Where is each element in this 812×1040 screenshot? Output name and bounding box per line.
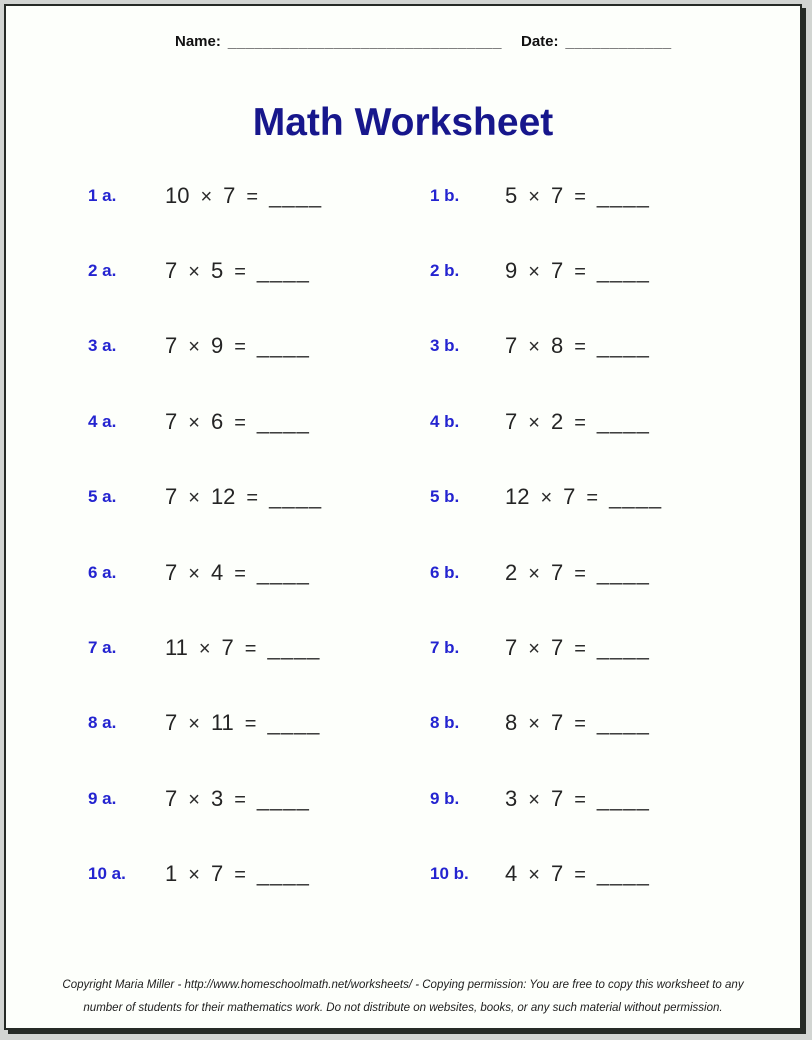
problem-number-label-b: 1 b. — [430, 185, 460, 205]
answer-blank: ____ — [256, 258, 310, 284]
equals-sign: = — [574, 713, 586, 736]
answer-blank: ____ — [267, 710, 321, 736]
problem-b — [505, 786, 650, 812]
equals-sign: = — [234, 562, 246, 585]
times-sign: × — [200, 185, 213, 208]
times-sign: × — [188, 487, 200, 510]
answer-blank: ____ — [596, 258, 650, 284]
problem-b — [505, 560, 650, 586]
problem-b — [505, 333, 650, 359]
times-sign: × — [188, 788, 200, 811]
problem-a — [165, 635, 320, 661]
problem-number-label-a: 6 a. — [88, 562, 117, 582]
problem-b — [505, 258, 650, 284]
copyright-line-1: Copyright Maria Miller - http://www.homeschoolmath.net/worksheets/ - Copying permission: You are free to copy this worksheet to any — [62, 979, 744, 992]
answer-blank: ____ — [269, 484, 323, 510]
equals-sign: = — [574, 788, 586, 811]
problem-number-label-a: 8 a. — [88, 713, 117, 733]
answer-blank: ____ — [256, 333, 310, 359]
problem-a — [165, 409, 310, 435]
equals-sign: = — [246, 185, 259, 208]
problem-number-label-a: 10 a. — [88, 864, 126, 884]
answer-blank: ____ — [256, 785, 310, 811]
problem-a — [165, 861, 310, 887]
multiplicand: 7 — [505, 635, 518, 661]
problem-number-label-a: 4 a. — [88, 411, 117, 431]
answer-blank: ____ — [596, 861, 650, 887]
equals-sign: = — [246, 487, 259, 510]
problem-row — [6, 233, 800, 308]
date-blank-line: ____________ — [565, 33, 672, 50]
multiplicand: 7 — [165, 408, 178, 434]
multiplicand: 9 — [505, 258, 518, 284]
problem-row — [6, 761, 800, 836]
problem-b — [505, 484, 662, 510]
multiplicand: 1 — [165, 861, 178, 887]
multiplicand: 10 — [165, 182, 190, 208]
equals-sign: = — [574, 562, 586, 585]
page-title: Math Worksheet — [252, 101, 554, 144]
multiplier: 7 — [210, 861, 224, 887]
copyright-line-2: number of students for their mathematics work. Do not distribute on websites, books, or any such material without permission. — [83, 1001, 723, 1014]
multiplicand: 7 — [165, 710, 178, 736]
equals-sign: = — [574, 638, 586, 661]
problem-row — [6, 837, 800, 912]
times-sign: × — [528, 713, 540, 736]
multiplier: 7 — [550, 559, 564, 585]
times-sign: × — [188, 261, 200, 284]
equals-sign: = — [234, 788, 246, 811]
problem-number-label-b: 3 b. — [430, 336, 460, 356]
multiplier: 7 — [550, 635, 564, 661]
problem-number-label-b: 6 b. — [430, 562, 460, 582]
problem-number-label-b: 7 b. — [430, 638, 460, 658]
multiplicand: 4 — [505, 861, 518, 887]
problem-number-label-a: 9 a. — [88, 788, 117, 808]
problem-a — [165, 183, 322, 209]
equals-sign: = — [574, 185, 586, 208]
answer-blank: ____ — [596, 710, 650, 736]
equals-sign: = — [574, 261, 586, 284]
multiplier: 8 — [550, 333, 564, 359]
equals-sign: = — [574, 864, 586, 887]
answer-blank: ____ — [596, 635, 650, 661]
multiplicand: 2 — [505, 559, 518, 585]
multiplier: 6 — [210, 408, 224, 434]
problem-row — [6, 535, 800, 610]
answer-blank: ____ — [609, 484, 663, 510]
times-sign: × — [188, 411, 200, 434]
answer-blank: ____ — [269, 182, 323, 208]
equals-sign: = — [234, 261, 246, 284]
times-sign: × — [528, 411, 540, 434]
times-sign: × — [528, 336, 540, 359]
multiplicand: 7 — [165, 258, 178, 284]
problem-a — [165, 484, 322, 510]
times-sign: × — [528, 864, 540, 887]
multiplier: 7 — [563, 484, 576, 510]
problem-number-label-b: 2 b. — [430, 261, 460, 281]
equals-sign: = — [234, 864, 246, 887]
equals-sign: = — [234, 411, 246, 434]
multiplier: 7 — [550, 258, 564, 284]
multiplier: 7 — [223, 182, 236, 208]
problem-b — [505, 409, 650, 435]
multiplier: 4 — [210, 559, 224, 585]
problem-a — [165, 258, 310, 284]
times-sign: × — [188, 713, 200, 736]
multiplicand: 11 — [165, 635, 188, 661]
problem-b — [505, 183, 650, 209]
times-sign: × — [528, 788, 540, 811]
answer-blank: ____ — [256, 861, 310, 887]
multiplicand: 7 — [505, 333, 518, 359]
multiplicand: 5 — [505, 182, 518, 208]
problem-a — [165, 333, 310, 359]
times-sign: × — [188, 864, 200, 887]
equals-sign: = — [234, 336, 246, 359]
answer-blank: ____ — [596, 559, 650, 585]
times-sign: × — [528, 261, 540, 284]
name-blank-line: _______________________________ — [227, 33, 502, 50]
equals-sign: = — [574, 336, 586, 359]
equals-sign: = — [586, 487, 599, 510]
multiplier: 7 — [550, 785, 564, 811]
date-label: Date: — [520, 33, 559, 50]
problem-a — [165, 560, 310, 586]
problem-number-label-a: 3 a. — [88, 336, 117, 356]
multiplier: 2 — [550, 408, 564, 434]
answer-blank: ____ — [596, 785, 650, 811]
multiplicand: 7 — [165, 484, 178, 510]
multiplier: 3 — [210, 785, 224, 811]
multiplicand: 7 — [165, 559, 178, 585]
times-sign: × — [198, 638, 211, 661]
problem-number-label-b: 8 b. — [430, 713, 460, 733]
problem-number-label-b: 9 b. — [430, 788, 460, 808]
problem-row — [6, 158, 800, 233]
multiplier: 7 — [550, 182, 564, 208]
multiplier: 7 — [221, 635, 234, 661]
multiplier: 11 — [210, 710, 234, 736]
times-sign: × — [188, 562, 200, 585]
problem-row — [6, 384, 800, 459]
problem-number-label-b: 10 b. — [430, 864, 469, 884]
times-sign: × — [528, 638, 540, 661]
multiplier: 9 — [210, 333, 224, 359]
equals-sign: = — [244, 638, 257, 661]
multiplicand: 3 — [505, 785, 518, 811]
problem-number-label-a: 7 a. — [88, 638, 117, 658]
times-sign: × — [528, 185, 540, 208]
multiplier: 5 — [210, 258, 224, 284]
answer-blank: ____ — [267, 635, 321, 661]
multiplicand: 8 — [505, 710, 518, 736]
problem-number-label-a: 1 a. — [88, 185, 117, 205]
problem-b — [505, 710, 650, 736]
problem-b — [505, 635, 650, 661]
copyright-footer — [6, 974, 800, 1019]
equals-sign: = — [244, 713, 257, 736]
problem-row — [6, 686, 800, 761]
answer-blank: ____ — [596, 333, 650, 359]
times-sign: × — [540, 487, 553, 510]
multiplicand: 7 — [505, 408, 518, 434]
answer-blank: ____ — [256, 408, 310, 434]
multiplier: 7 — [550, 710, 564, 736]
problem-number-label-a: 2 a. — [88, 261, 117, 281]
problem-b — [505, 861, 650, 887]
problem-row — [6, 309, 800, 384]
times-sign: × — [528, 562, 540, 585]
problem-row — [6, 610, 800, 685]
problem-row — [6, 460, 800, 535]
times-sign: × — [188, 336, 200, 359]
answer-blank: ____ — [596, 182, 650, 208]
problems-grid — [6, 158, 800, 912]
problem-number-label-a: 5 a. — [88, 487, 117, 507]
name-date-header — [175, 33, 672, 50]
answer-blank: ____ — [256, 559, 310, 585]
worksheet-page — [4, 4, 802, 1030]
multiplier: 7 — [550, 861, 564, 887]
problem-number-label-b: 5 b. — [430, 487, 460, 507]
multiplicand: 12 — [505, 484, 530, 510]
multiplicand: 7 — [165, 785, 178, 811]
problem-number-label-b: 4 b. — [430, 411, 460, 431]
answer-blank: ____ — [596, 408, 650, 434]
problem-a — [165, 710, 320, 736]
equals-sign: = — [574, 411, 586, 434]
name-label: Name: — [175, 33, 221, 50]
multiplier: 12 — [210, 484, 236, 510]
problem-a — [165, 786, 310, 812]
multiplicand: 7 — [165, 333, 178, 359]
